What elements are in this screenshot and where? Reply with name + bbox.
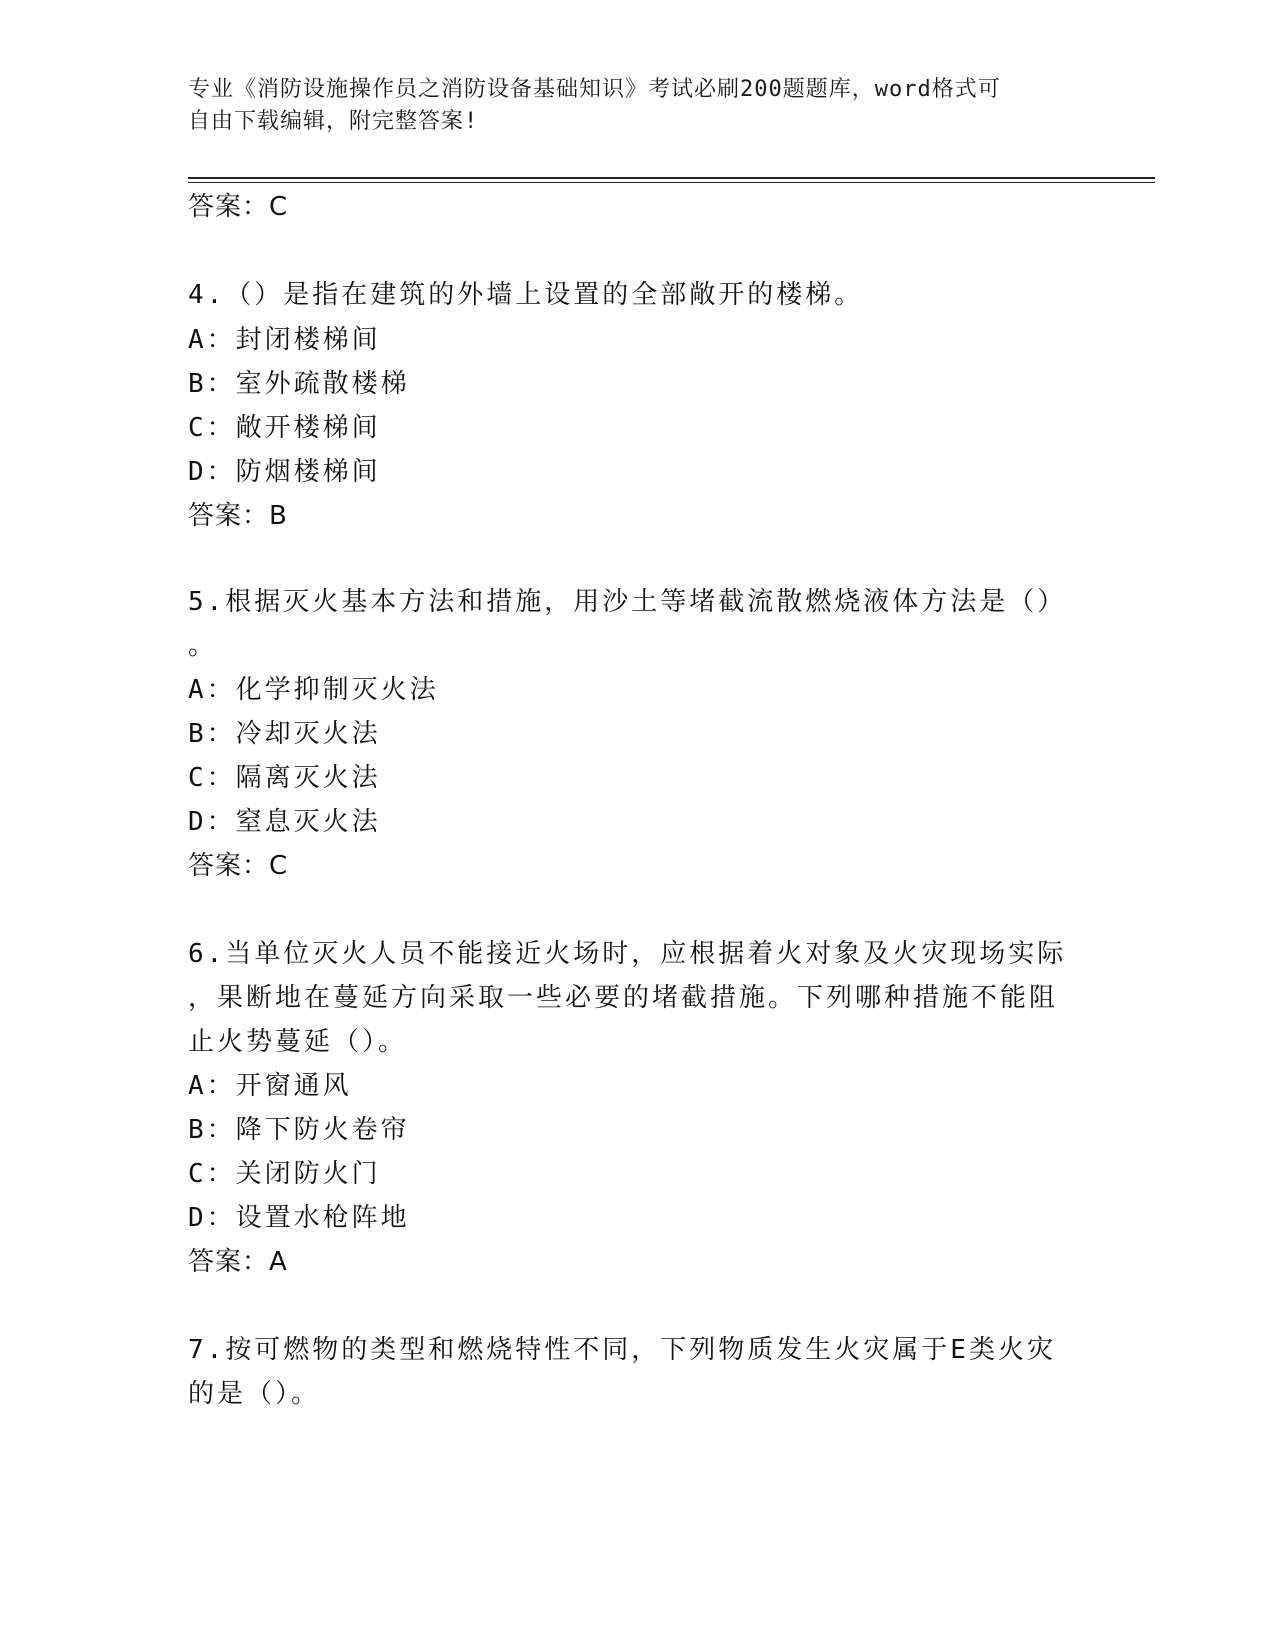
header-line-2: 自由下载编辑，附完整答案! — [188, 109, 479, 134]
prev-answer — [188, 191, 288, 223]
question-5-option-a: A：化学抑制灭火法 — [188, 675, 439, 705]
document-header — [188, 74, 1068, 138]
answer-value: C — [269, 192, 289, 222]
question-6-answer — [188, 1246, 288, 1278]
answer-value: C — [269, 851, 289, 881]
question-6-option-b: B：降下防火卷帘 — [188, 1115, 410, 1145]
question-5-text-line-2: 。 — [188, 631, 218, 661]
question-5-text-line-1: 5.根据灭火基本方法和措施，用沙土等堵截流散燃烧液体方法是（） — [188, 587, 1067, 617]
header-divider-thin — [188, 182, 1155, 183]
answer-label: 答案： — [188, 851, 270, 881]
question-6-option-c: C：关闭防火门 — [188, 1159, 381, 1189]
question-4-text: 4.（）是指在建筑的外墙上设置的全部敞开的楼梯。 — [188, 280, 864, 310]
answer-label: 答案： — [188, 192, 270, 222]
question-6-option-d: D：设置水枪阵地 — [188, 1203, 410, 1233]
answer-value: B — [269, 501, 288, 531]
question-7-text-line-1: 7.按可燃物的类型和燃烧特性不同，下列物质发生火灾属于E类火灾 — [188, 1335, 1056, 1365]
question-4-option-d: D：防烟楼梯间 — [188, 457, 381, 487]
question-4-answer — [188, 500, 288, 532]
question-6-text-line-3: 止火势蔓延（）。 — [188, 1027, 408, 1057]
answer-label: 答案： — [188, 1247, 270, 1277]
question-4-option-b: B：室外疏散楼梯 — [188, 369, 410, 399]
question-6-text-line-1: 6.当单位灭火人员不能接近火场时，应根据着火对象及火灾现场实际 — [188, 939, 1067, 969]
header-line-1: 专业《消防设施操作员之消防设备基础知识》考试必刷200题题库，word格式可 — [188, 77, 1001, 102]
question-4-option-c: C：敞开楼梯间 — [188, 413, 381, 443]
header-divider-thick — [188, 177, 1155, 179]
question-5-option-c: C：隔离灭火法 — [188, 763, 381, 793]
answer-value: A — [269, 1247, 288, 1277]
question-6-option-a: A：开窗通风 — [188, 1071, 352, 1101]
answer-label: 答案： — [188, 501, 270, 531]
question-6-text-line-2: ，果断地在蔓延方向采取一些必要的堵截措施。下列哪种措施不能阻 — [188, 983, 1059, 1013]
question-7-text-line-2: 的是（）。 — [188, 1379, 321, 1409]
question-4-option-a: A：封闭楼梯间 — [188, 325, 381, 355]
question-5-option-d: D：窒息灭火法 — [188, 807, 381, 837]
question-5-option-b: B：冷却灭火法 — [188, 719, 381, 749]
question-5-answer — [188, 850, 288, 882]
